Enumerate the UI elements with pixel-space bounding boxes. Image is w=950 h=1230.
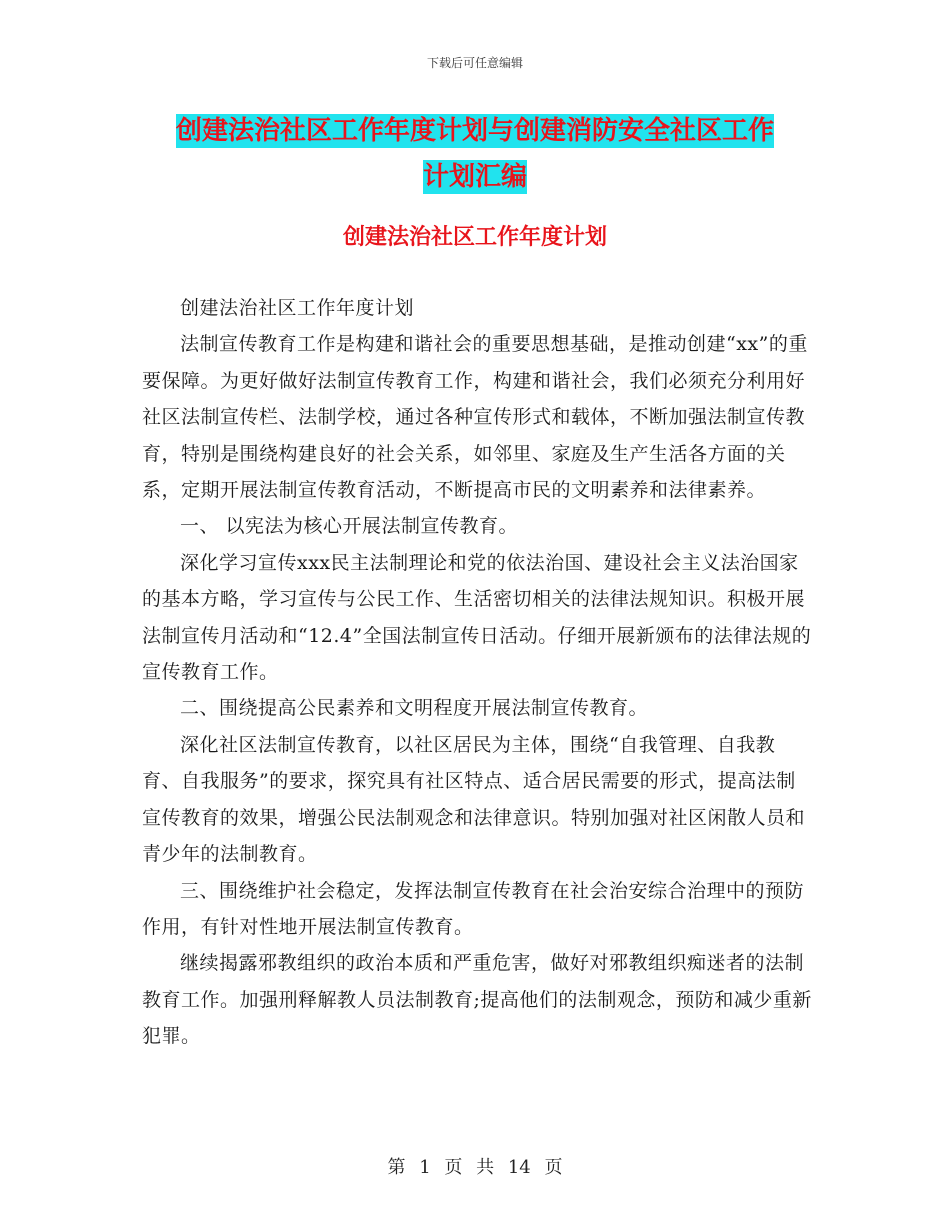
heading-item-2: 二、围绕提高公民素养和文明程度开展法制宣传教育。 (180, 697, 649, 720)
paragraph-item-2: 深化社区法制宣传教育，以社区居民为主体，围绕“自我管理、自我教育、自我服务”的要求，探究具有社区特点、适合居民需要的形式，提高法制宣传教育的效果，增强公民法制观念和法律意识。特别加强对社区闲散人员和青少年的法制教育。 (142, 733, 806, 866)
main-title (150, 108, 800, 200)
header-note: 下载后可任意编辑 (426, 56, 523, 70)
paragraph-intro: 法制宣传教育工作是构建和谐社会的重要思想基础，是推动创建“xx”的重要保障。为更好做好法制宣传教育工作，构建和谐社会，我们必须充分利用好社区法制宣传栏、法制学校，通过各种宣传形式和载体，不断加强法制宣传教育，特别是围绕构建良好的社会关系，如邻里、家庭及生产生活各方面的关系，定期开展法制宣传教育活动，不断提高市民的文明素养和法律素养。 (142, 333, 808, 502)
paragraph-item-3: 继续揭露邪教组织的政治本质和严重危害，做好对邪教组织痴迷者的法制教育工作。加强刑释解教人员法制教育;提高他们的法制观念，预防和减少重新犯罪。 (142, 952, 812, 1048)
main-title-line2: 计划汇编 (422, 162, 527, 192)
paragraph-subtitle: 创建法治社区工作年度计划 (180, 297, 415, 319)
heading-item-3: 三、围绕维护社会稳定，发挥法制宣传教育在社会治安综合治理中的预防作用，有针对性地开展法制宣传教育。 (142, 879, 805, 938)
body-text (142, 290, 812, 1055)
heading-item-1: 一、 以宪法为核心开展法制宣传教育。 (180, 515, 519, 538)
page-footer: 第 1 页 共 14 页 (387, 1157, 563, 1178)
paragraph-item-1: 深化学习宣传xxx民主法制理论和党的依法治国、建设社会主义法治国家的基本方略，学习宣传与公民工作、生活密切相关的法律法规知识。积极开展法制宣传月活动和“12.4”全国法制宣传日活动。仔细开展新颁布的法律法规的宣传教育工作。 (142, 551, 812, 684)
section-title: 创建法治社区工作年度计划 (342, 225, 607, 250)
main-title-line1: 创建法治社区工作年度计划与创建消防安全社区工作 (175, 116, 774, 146)
